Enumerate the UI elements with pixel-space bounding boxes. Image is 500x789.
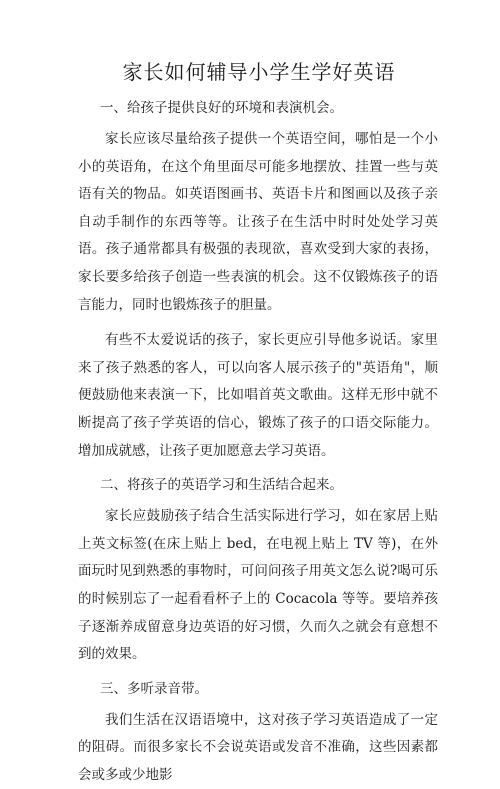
document-title: 家长如何辅导小学生学好英语	[122, 60, 396, 84]
section-heading-3: 三、多听录音带。	[100, 680, 208, 697]
paragraph-1-2: 有些不太爱说话的孩子，家长更应引导他多说话。家里来了孩子熟悉的客人，可以向客人展示孩子的"英语角"，顺便鼓励他来表演一下，比如唱首英文歌曲。这样无形中就不断提高了孩子学英语的信心，锻炼了孩子的口语交际能力。增加成就感，让孩子更加愿意去学习英语。	[78, 332, 438, 459]
paragraph-1-1: 家长应该尽量给孩子提供一个英语空间，哪怕是一个小小的英语角，在这个角里面尽可能多地摆放、挂置一些与英语有关的物品。如英语图画书、英语卡片和图画以及孩子亲自动手制作的东西等等。让孩子在生活中时时处处学习英语。孩子通常都具有极强的表现欲，喜欢受到大家的表扬，家长要多给孩子创造一些表演的机会。这不仅锻炼孩子的语言能力，同时也锻炼孩子的胆量。	[78, 131, 438, 313]
paragraph-3-1: 我们生活在汉语语境中，这对孩子学习英语造成了一定的阻碍。而很多家长不会说英语或发音不准确，这些因素都会或多或少地影	[78, 711, 438, 783]
paragraph-2-1: 家长应鼓励孩子结合生活实际进行学习，如在家居上贴上英文标签(在床上贴上 bed，在电视上贴上 TV 等)，在外面玩时见到熟悉的事物时，可问问孩子用英文怎么说?喝可乐的时候别忘了一起看看杯子上的 Cocacola 等等。要培养孩子逐渐养成留意身边英语的好习惯，久而久之就会有意想不到的效果。	[78, 508, 438, 663]
section-heading-2: 二、将孩子的英语学习和生活结合起来。	[100, 477, 343, 494]
section-heading-1: 一、给孩子提供良好的环境和表演机会。	[100, 100, 343, 116]
